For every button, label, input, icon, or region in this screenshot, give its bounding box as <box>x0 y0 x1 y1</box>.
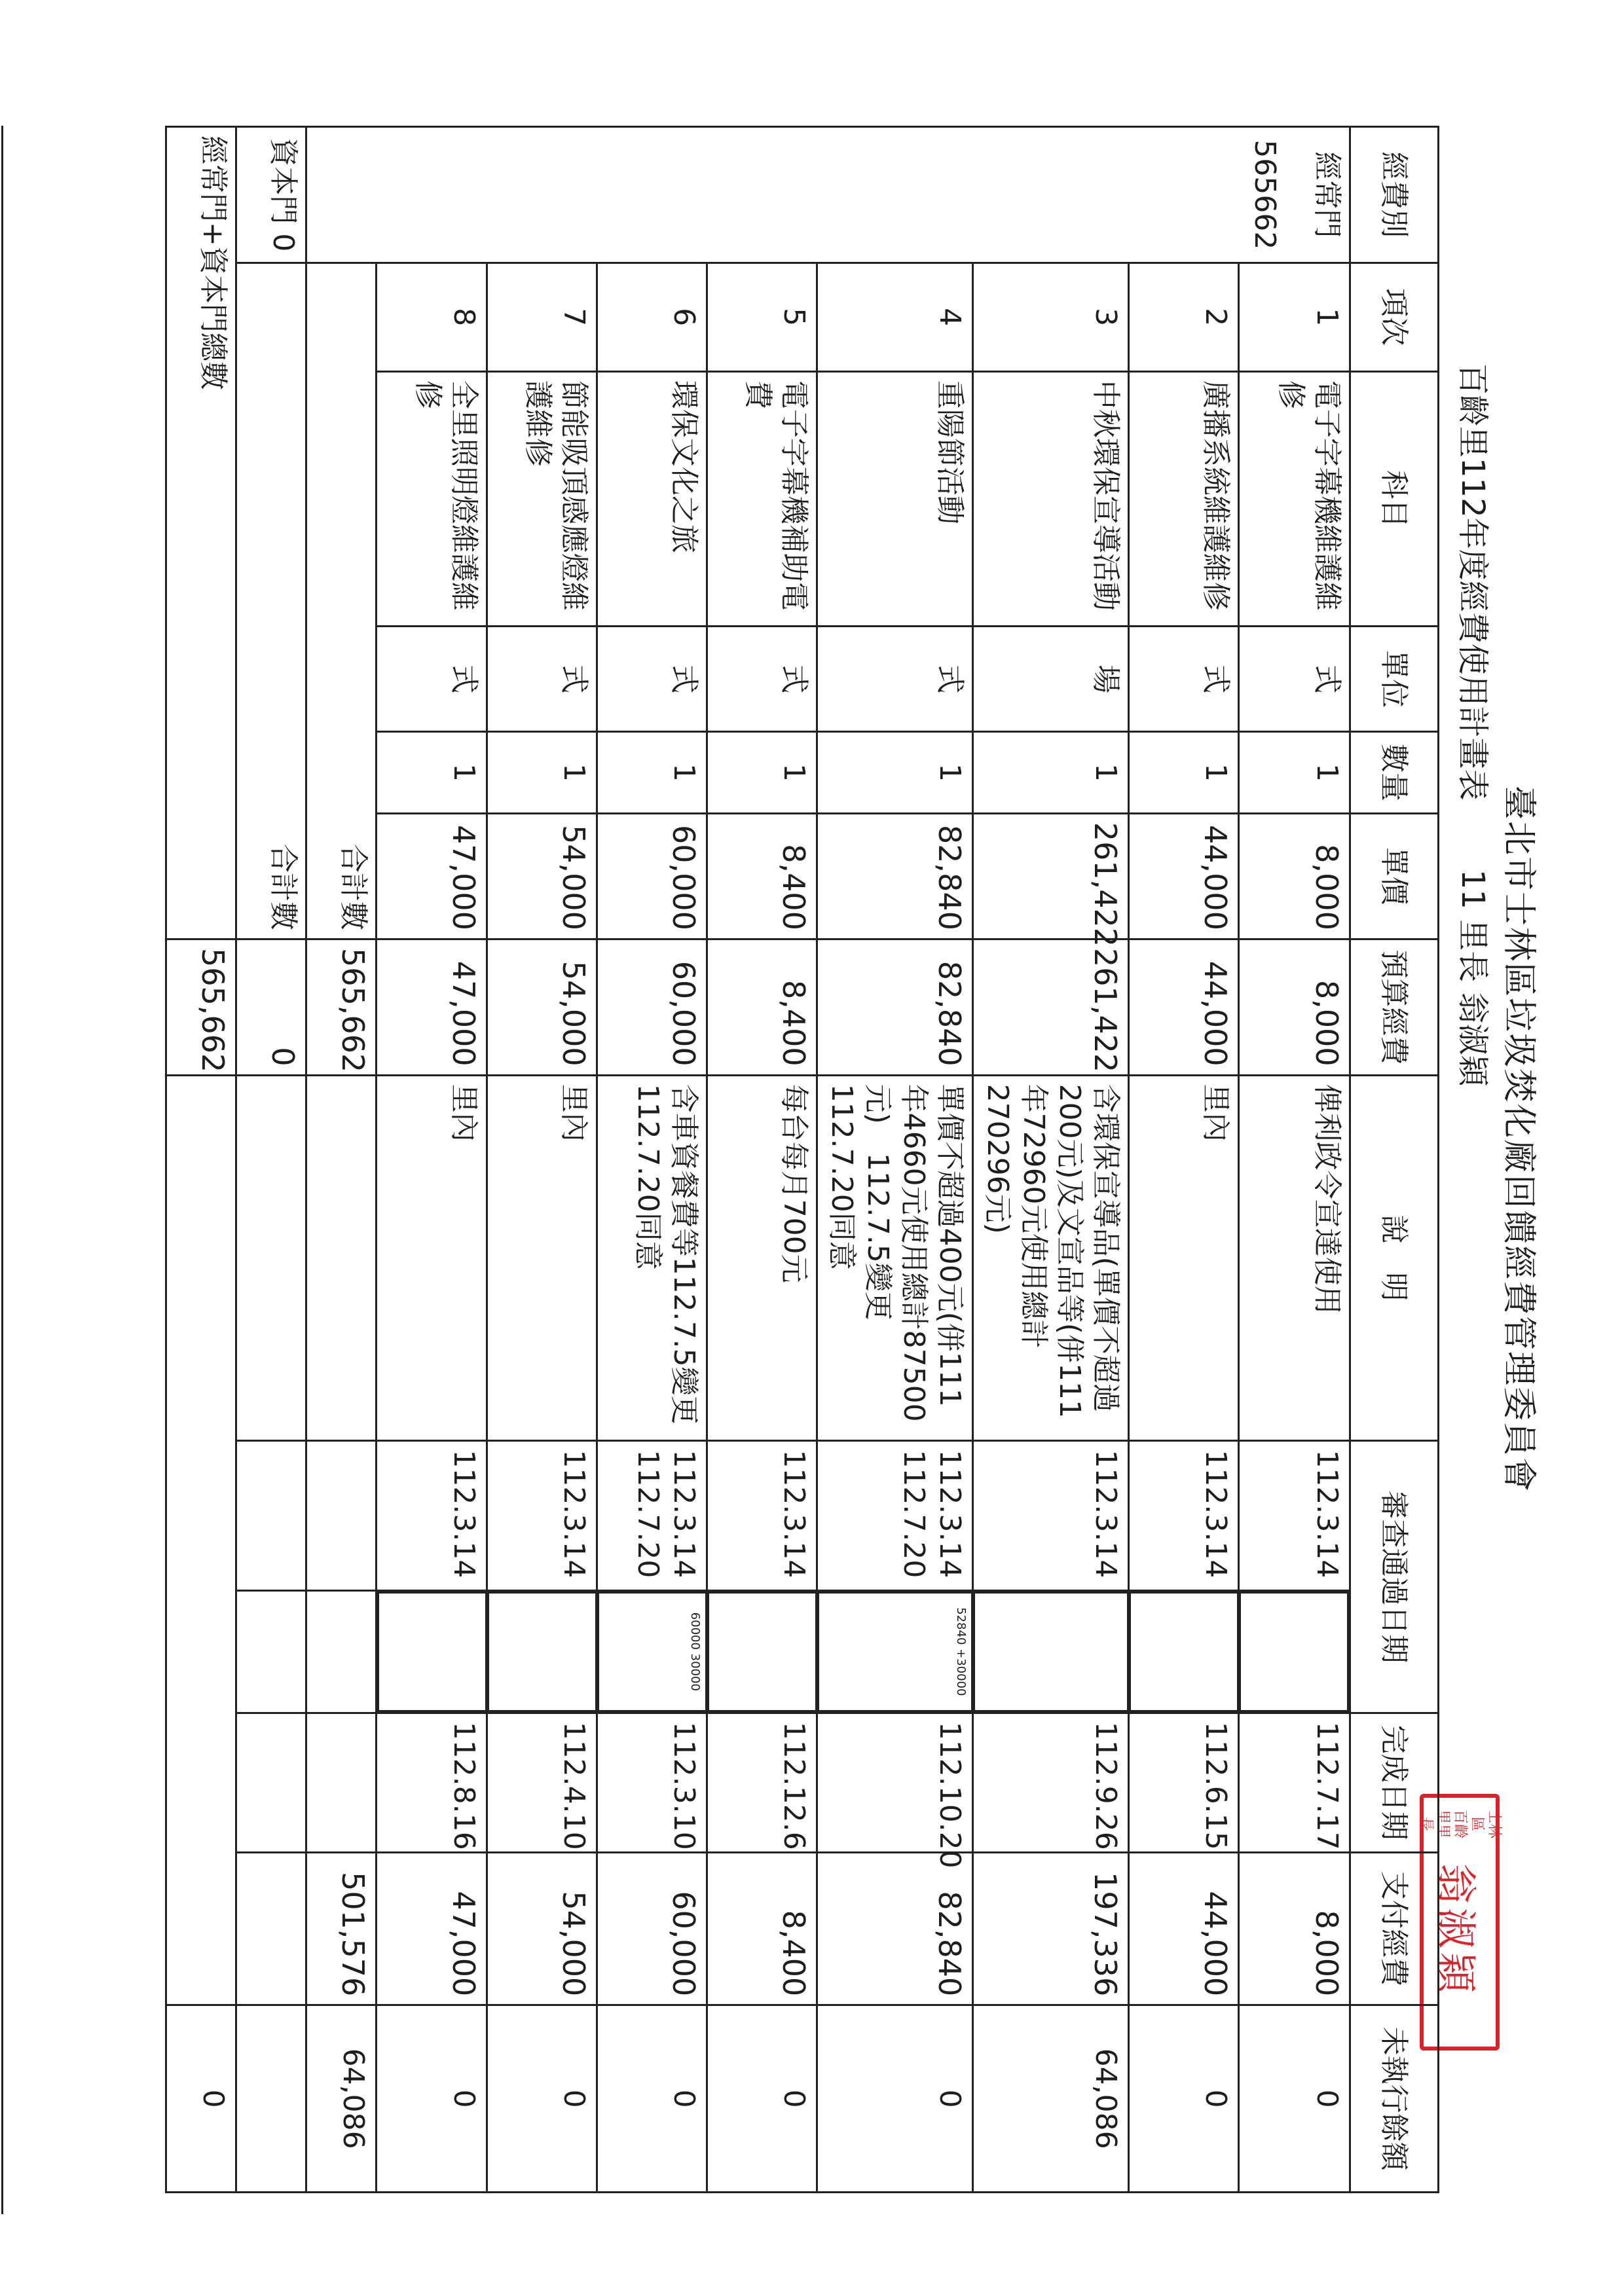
row-paid: 8,400 <box>707 1852 817 2005</box>
subtotal-budget: 565,662 <box>306 939 377 1075</box>
row-completion-date: 112.6.15 <box>1129 1713 1239 1852</box>
table-row <box>1129 127 1239 2193</box>
row-approval-date: 112.3.14 <box>707 1441 817 1590</box>
row-unit-price: 8,000 <box>1239 813 1350 939</box>
capital-unspent <box>236 2005 306 2193</box>
recurring-total: 565662 <box>1248 139 1282 250</box>
table-row <box>597 127 707 2193</box>
grand-total-row <box>166 127 236 2193</box>
row-approval-date: 112.3.14 <box>1129 1441 1239 1590</box>
capital-total: 0 <box>267 233 300 252</box>
row-approval-date: 112.3.14 <box>377 1441 488 1590</box>
table-header-row <box>1350 127 1439 2193</box>
seal-name-text: 翁淑穎 <box>1432 1863 1481 1997</box>
row-completion-date: 112.8.16 <box>377 1713 488 1852</box>
row-quantity: 1 <box>817 732 973 814</box>
row-number: 1 <box>1239 263 1350 371</box>
row-unit-price: 47,000 <box>377 813 488 939</box>
seal-org-text: 士林區 百齡里里長 <box>1418 1809 1502 1838</box>
row-quantity: 1 <box>597 732 707 814</box>
row-unit: 式 <box>707 627 817 732</box>
row-approval-note <box>707 1592 817 1712</box>
row-quantity: 1 <box>487 732 597 814</box>
category-cell-recurring <box>306 127 1350 263</box>
row-subject: 重陽節活動 <box>817 371 973 626</box>
row-unit-price: 60,000 <box>597 813 707 939</box>
row-unspent: 0 <box>487 2005 597 2193</box>
row-budget: 8,000 <box>1239 939 1350 1075</box>
row-paid: 8,000 <box>1239 1852 1350 2005</box>
subtotal-approval <box>306 1441 377 1590</box>
row-paid: 44,000 <box>1129 1852 1239 2005</box>
table-row <box>1239 127 1350 2193</box>
row-approval-date: 112.3.14 <box>487 1441 597 1590</box>
row-unit-price: 8,400 <box>707 813 817 939</box>
row-unit: 式 <box>377 627 488 732</box>
row-subject: 電子字幕機補助電費 <box>707 371 817 626</box>
row-unit: 式 <box>1129 627 1239 732</box>
row-quantity: 1 <box>1129 732 1239 814</box>
grand-total-budget: 565,662 <box>166 939 236 1075</box>
row-approval-note <box>1129 1592 1239 1712</box>
row-quantity: 1 <box>707 732 817 814</box>
row-unit: 式 <box>817 627 973 732</box>
recurring-subtotal-row <box>306 127 377 2193</box>
row-approval-note <box>487 1592 597 1712</box>
row-paid: 54,000 <box>487 1852 597 2005</box>
category-cell-capital <box>236 127 306 263</box>
row-number: 7 <box>487 263 597 371</box>
village-chief: 11 里長 翁淑穎 <box>1454 869 1491 1087</box>
col-unit-price: 單價 <box>1350 813 1439 939</box>
grand-total-unspent: 0 <box>166 2005 236 2193</box>
bottom-rule <box>1 126 3 2214</box>
row-approval-note <box>973 1592 1129 1712</box>
row-approval-date: 112.3.14 <box>973 1441 1129 1590</box>
col-completion-date: 完成日期 <box>1350 1713 1439 1852</box>
row-unit: 式 <box>487 627 597 732</box>
table-row <box>487 127 597 2193</box>
row-unit: 場 <box>973 627 1129 732</box>
row-number: 8 <box>377 263 488 371</box>
row-paid: 197,336 <box>973 1852 1129 2005</box>
row-number: 6 <box>597 263 707 371</box>
row-unspent: 0 <box>707 2005 817 2193</box>
col-category: 經費別 <box>1350 127 1439 263</box>
row-completion-date: 112.12.6 <box>707 1713 817 1852</box>
row-unspent: 0 <box>377 2005 488 2193</box>
budget-table <box>165 126 1439 2193</box>
recurring-label: 經常門 <box>1310 151 1344 238</box>
grand-total-label: 經常門+資本門總數 <box>166 127 236 939</box>
row-budget: 44,000 <box>1129 939 1239 1075</box>
subtotal-description <box>306 1075 377 1441</box>
subtotal-approval-note <box>306 1590 377 1713</box>
row-description: 含車資餐費等112.7.5變更112.7.20同意 <box>597 1075 707 1441</box>
row-unspent: 0 <box>1129 2005 1239 2193</box>
row-paid: 82,840 <box>817 1852 973 2005</box>
capital-label: 資本門 <box>267 137 300 225</box>
capital-approval <box>236 1441 306 1590</box>
row-paid: 47,000 <box>377 1852 488 2005</box>
table-row <box>973 127 1129 2193</box>
row-unspent: 0 <box>597 2005 707 2193</box>
col-unit: 單位 <box>1350 627 1439 732</box>
row-number: 3 <box>973 263 1129 371</box>
row-description: 里內 <box>377 1075 488 1441</box>
col-paid: 支付經費 <box>1350 1852 1439 2005</box>
row-subject: 節能吸頂感應燈維護維修 <box>487 371 597 626</box>
col-quantity: 數量 <box>1350 732 1439 814</box>
row-completion-date: 112.7.17 <box>1239 1713 1350 1852</box>
col-approval-date: 審查通過日期 <box>1350 1441 1439 1713</box>
row-unit-price: 54,000 <box>487 813 597 939</box>
row-budget: 261,422 <box>973 939 1129 1075</box>
row-quantity: 1 <box>973 732 1129 814</box>
capital-approval-note <box>236 1590 306 1713</box>
row-unit-price: 44,000 <box>1129 813 1239 939</box>
row-approval-note <box>377 1592 487 1712</box>
table-row <box>817 127 973 2193</box>
row-unspent: 64,086 <box>973 2005 1129 2193</box>
row-budget: 47,000 <box>377 939 488 1075</box>
row-number: 5 <box>707 263 817 371</box>
row-description: 每台每月700元 <box>707 1075 817 1441</box>
row-approval-date: 112.3.14 <box>1239 1441 1350 1590</box>
row-paid: 60,000 <box>597 1852 707 2005</box>
row-number: 2 <box>1129 263 1239 371</box>
row-description: 里內 <box>1129 1075 1239 1441</box>
row-subject: 中秋環保宣導活動 <box>973 371 1129 626</box>
row-unit: 式 <box>1239 627 1350 732</box>
capital-budget: 0 <box>236 939 306 1075</box>
row-approval-date: 112.3.14 112.7.20 <box>817 1441 973 1590</box>
row-completion-date: 112.9.26 <box>973 1713 1129 1852</box>
row-subject: 電子字幕機維護維修 <box>1239 371 1350 626</box>
col-unspent: 未執行餘額 <box>1350 2005 1439 2193</box>
subtotal-paid: 501,576 <box>306 1852 377 2005</box>
row-subject: 全里照明燈維護維修 <box>377 371 488 626</box>
row-approval-note <box>1239 1592 1349 1712</box>
col-budget: 預算經費 <box>1350 939 1439 1075</box>
row-budget: 54,000 <box>487 939 597 1075</box>
row-completion-date: 112.10.20 <box>817 1713 973 1852</box>
row-unspent: 0 <box>817 2005 973 2193</box>
row-quantity: 1 <box>1239 732 1350 814</box>
document-subtitle <box>1453 363 1498 1087</box>
row-subject: 環保文化之旅 <box>597 371 707 626</box>
col-description: 說 明 <box>1350 1075 1439 1441</box>
row-budget: 8,400 <box>707 939 817 1075</box>
capital-row <box>236 127 306 2193</box>
row-approval-note: 52840 +30000 <box>817 1592 973 1712</box>
row-description: 俾利政令宣達使用 <box>1239 1075 1350 1441</box>
row-unspent: 0 <box>1239 2005 1350 2193</box>
subtotal-unspent: 64,086 <box>306 2005 377 2193</box>
row-subject: 廣播系統維護維修 <box>1129 371 1239 626</box>
row-unit-price: 261,422 <box>973 813 1129 939</box>
row-quantity: 1 <box>377 732 488 814</box>
row-description: 單價不超過400元(併111年4660元使用總計87500元) 112.7.5變更112.7.20同意 <box>817 1075 973 1441</box>
row-completion-date: 112.3.10 <box>597 1713 707 1852</box>
row-approval-date: 112.3.14 112.7.20 <box>597 1441 707 1590</box>
grand-total-spacer <box>166 1075 236 2005</box>
row-budget: 82,840 <box>817 939 973 1075</box>
table-row <box>377 127 488 2193</box>
capital-description <box>236 1075 306 1441</box>
capital-subtotal-label: 合計數 <box>236 263 306 939</box>
row-budget: 60,000 <box>597 939 707 1075</box>
table-row <box>707 127 817 2193</box>
document-title: 臺北市士林區垃圾焚化廠回饋經費管理委員會 <box>1499 786 1538 1493</box>
capital-paid <box>236 1852 306 2005</box>
subtotal-label: 合計數 <box>306 263 377 939</box>
row-description: 里內 <box>487 1075 597 1441</box>
col-subject: 科目 <box>1350 371 1439 626</box>
row-unit: 式 <box>597 627 707 732</box>
row-description: 含環保宣導品(單價不超過200元)及文宣品等(併111年72960元使用總計270296元) <box>973 1075 1129 1441</box>
col-item-no: 項次 <box>1350 263 1439 371</box>
row-unit-price: 82,840 <box>817 813 973 939</box>
plan-title: 百齡里112年度經費使用計畫表 <box>1454 363 1491 801</box>
capital-completion <box>236 1713 306 1852</box>
row-number: 4 <box>817 263 973 371</box>
row-approval-note: 60000 30000 <box>597 1592 707 1712</box>
subtotal-completion <box>306 1713 377 1852</box>
row-completion-date: 112.4.10 <box>487 1713 597 1852</box>
